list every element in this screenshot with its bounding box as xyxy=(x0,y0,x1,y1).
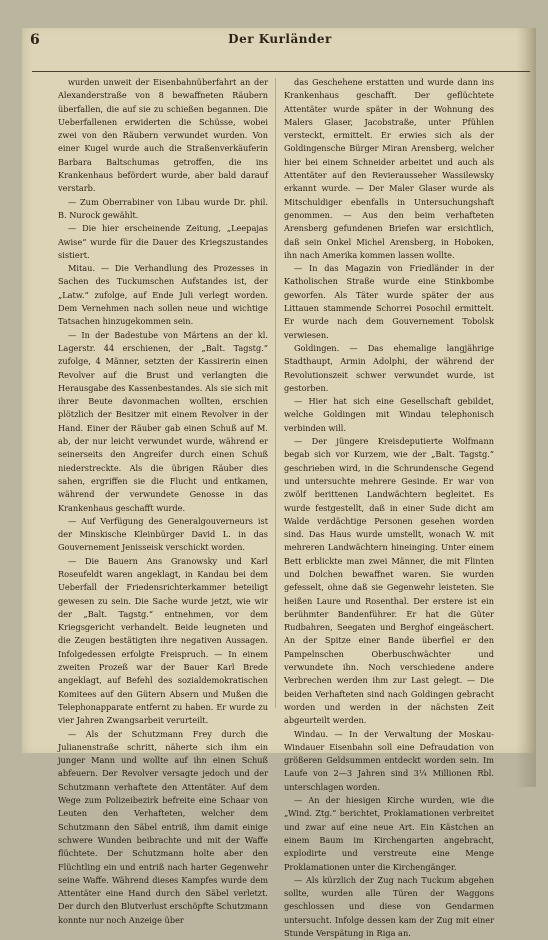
page-number: 6 xyxy=(30,32,40,48)
article-paragraph: — Als der Schutzmann Frey durch die Julianenstraße schritt, näherte sich ihm ein junger Mann und wollte auf ihn einen Schuß abfeuern. Der Revolver versagte jedoch und der Schutzmann verhaftete den Attentäter. Auf dem Wege zum Polizeibezirk befreite eine Schaar von Leuten den Verhafteten, welcher dem Schutzmann den Säbel entriß, ihm damit einige schwere Wunden beibrachte und mit der Waffe flüchtete. Der Schutzmann holte aber den Flüchtling ein und entriß nach harter Gegenwehr seine Waffe. Während dieses Kampfes wurde dem Attentäter eine Hand durch den Säbel verletzt. Der durch den Blutverlust erschöpfte Schutzmann konnte nur noch Anzeige über xyxy=(58,728,268,925)
article-paragraph: — Der jüngere Kreisdeputierte Wolfmann begab sich vor Kurzem, wie der „Balt. Tagstg.“ geschrieben wird, in die Schrundensche Gegend und untersuchte mehrere Gesinde. Er war von zwölf berittenen Landwächtern begleitet. Es wurde festgestellt, daß in einer Sude dicht am Walde verdächtige Personen gesehen worden sind. Das Haus wurde umstellt, wonach W. mit mehreren Landwächtern hineinging. Unter einem Bett erblickte man zwei Männer, die mit Flinten und Dolchen bewaffnet waren. Sie wurden gefesselt, ohne daß sie Gegenwehr leisteten. Sie heißen Laure und Rosenthal. Der erstere ist ein berühmter Bandenführer. Er hat die Güter Rudbahren, Seegaten und Berghof eingeäschert. An der Spitze einer Bande überfiel er den Pampelnschen Oberbuschwächter und verwundete ihn. Noch verschiedene andere Verbrechen werden ihm zur Last gelegt. — Die beiden Verhafteten sind nach Goldingen gebracht worden und werden in der nächsten Zeit abgeurteilt werden. xyxy=(284,436,494,726)
column-divider xyxy=(275,78,276,708)
article-paragraph: Mitau. — Die Verhandlung des Prozesses in Sachen des Tuckumschen Aufstandes ist, der „Latw.“ zufolge, auf Ende Juli verlegt worden. Dem Vernehmen nach sollen neue und wichtige Tatsachen hinzugekommen sein. xyxy=(58,263,268,327)
article-paragraph: — Die Bauern Ans Granowsky und Karl Roseufeldt waren angeklagt, in Kandau bei dem Ueberfall der Friedensrichterkammer beteiligt gewesen zu sein. Die Sache wurde jetzt, wie wir der „Balt. Tagstg.“ entnehmen, vor dem Kriegsgericht verhandelt. Beide leugneten und die Zeugen bestätigten ihre negativen Aussagen. Infolgedessen erfolgte Freispruch. — In einem zweiten Prozeß war der Bauer Karl Brede angeklagt, auf Befehl des sozialdemokratischen Komitees auf den Gütern Absern und Mußen die Telephonapparate entfernt zu haben. Er wurde zu vier Jahren Zwangsarbeit verurteilt. xyxy=(58,555,268,726)
article-paragraph: — Zum Oberrabiner von Libau wurde Dr. phil. B. Nurock gewählt. xyxy=(58,196,268,220)
article-paragraph: Windau. — In der Verwaltung der Moskau-Windauer Eisenbahn soll eine Defraudation von größeren Geldsummen entdeckt worden sein. Im Laufe von 2—3 Jahren sind 3¼ Millionen Rbl. unterschlagen worden. xyxy=(284,728,494,792)
page-edge-shadow xyxy=(516,28,536,787)
article-paragraph: — In der Badestube von Märtens an der kl. Lagerstr. 44 erschienen, der „Balt. Tagstg.“ zufolge, 4 Männer, setzten der Kassirerin einen Revolver auf die Brust und verlangten die Herausgabe des Kassenbestandes. Als sie sich mit ihrer Beute davonmachen wollten, erschien plötzlich der Besitzer mit einem Revolver in der Hand. Einer der Räuber gab einen Schuß auf M. ab, der nur leicht verwundet wurde, während er seinerseits den Angreifer durch einen Schuß niederstreckte. Als die übrigen Räuber dies sahen, ergriffen sie die Flucht und entkamen, während der verwundete Genosse in das Krankenhaus geschafft wurde. xyxy=(58,329,268,513)
article-paragraph: wurden unweit der Eisenbahnüberfahrt an der Alexanderstraße von 8 bewaffneten Räubern überfallen, die auf sie zu schießen begannen. Die Ueberfallenen erwiderten die Schüsse, wobei zwei von den Räubern verwundet wurden. Von einer Kugel wurde auch die Straßenverkäuferin Barbara Baltschumas getroffen, die ins Krankenhaus befördert wurde, aber bald darauf verstarb. xyxy=(58,77,268,194)
article-paragraph: Goldingen. — Das ehemalige langjährige Stadthaupt, Armin Adolphi, der während der Revolutionszeit schwer verwundet wurde, ist gestorben. xyxy=(284,342,494,393)
header-rule xyxy=(32,71,530,72)
page-header xyxy=(30,32,530,54)
article-paragraph: — Als kürzlich der Zug nach Tuckum abgehen sollte, wurden alle Türen der Waggons geschlossen und diese von Gendarmen untersucht. Infolge dessen kam der Zug mit einer Stunde Verspätung in Riga an. xyxy=(284,874,494,938)
article-paragraph: — In das Magazin von Friedländer in der Katholischen Straße wurde eine Stinkbombe geworfen. Als Täter wurde später der aus Littauen stammende Schorrei Posochil ermittelt. Er wurde nach dem Gouvernement Tobolsk verwiesen. xyxy=(284,263,494,340)
article-paragraph: — An der hiesigen Kirche wurden, wie die „Wind. Ztg.“ berichtet, Proklamationen verbreitet und zwar auf eine neue Art. Ein Kästchen an einem Baum im Kirchengarten angebracht, explodirte und verstreute eine Menge Proklamationen unter die Kirchengänger. xyxy=(284,795,494,872)
article-paragraph: — Hier hat sich eine Gesellschaft gebildet, welche Goldingen mit Windau telephonisch verbinden will. xyxy=(284,396,494,433)
newspaper-title: Der Kurländer xyxy=(228,32,332,46)
left-column xyxy=(58,76,268,925)
article-paragraph: — Auf Verfügung des Generalgouverneurs ist der Minskische Kleinbürger David L. in das Gouvernement Jenisseisk verschickt worden. xyxy=(58,515,268,553)
article-paragraph: das Geschehene erstatten und wurde dann ins Krankenhaus geschafft. Der geflüchtete Attentäter wurde später in der Wohnung des Malers Glaser, Jacobstraße, unter Pfühlen versteckt, ermittelt. Er erwies sich als der Goldingensche Bürger Miran Arensberg, welcher hier bei einem Schneider arbeitet und auch als Attentäter auf den Revierausseher Wassilewsky erkannt wurde. — Der Maler Glaser wurde als Mitschuldiger ebenfalls in Untersuchungshaft genommen. — Aus den beim verhafteten Arensberg gefundenen Briefen war ersichtlich, daß sein Onkel Michel Arensberg, in Hoboken, ihn nach Amerika kommen lassen wollte. xyxy=(284,77,494,260)
right-column xyxy=(284,76,494,938)
article-paragraph: — Die hier erscheinende Zeitung, „Leepajas Awise“ wurde für die Dauer des Kriegszustandes sistiert. xyxy=(58,223,268,260)
